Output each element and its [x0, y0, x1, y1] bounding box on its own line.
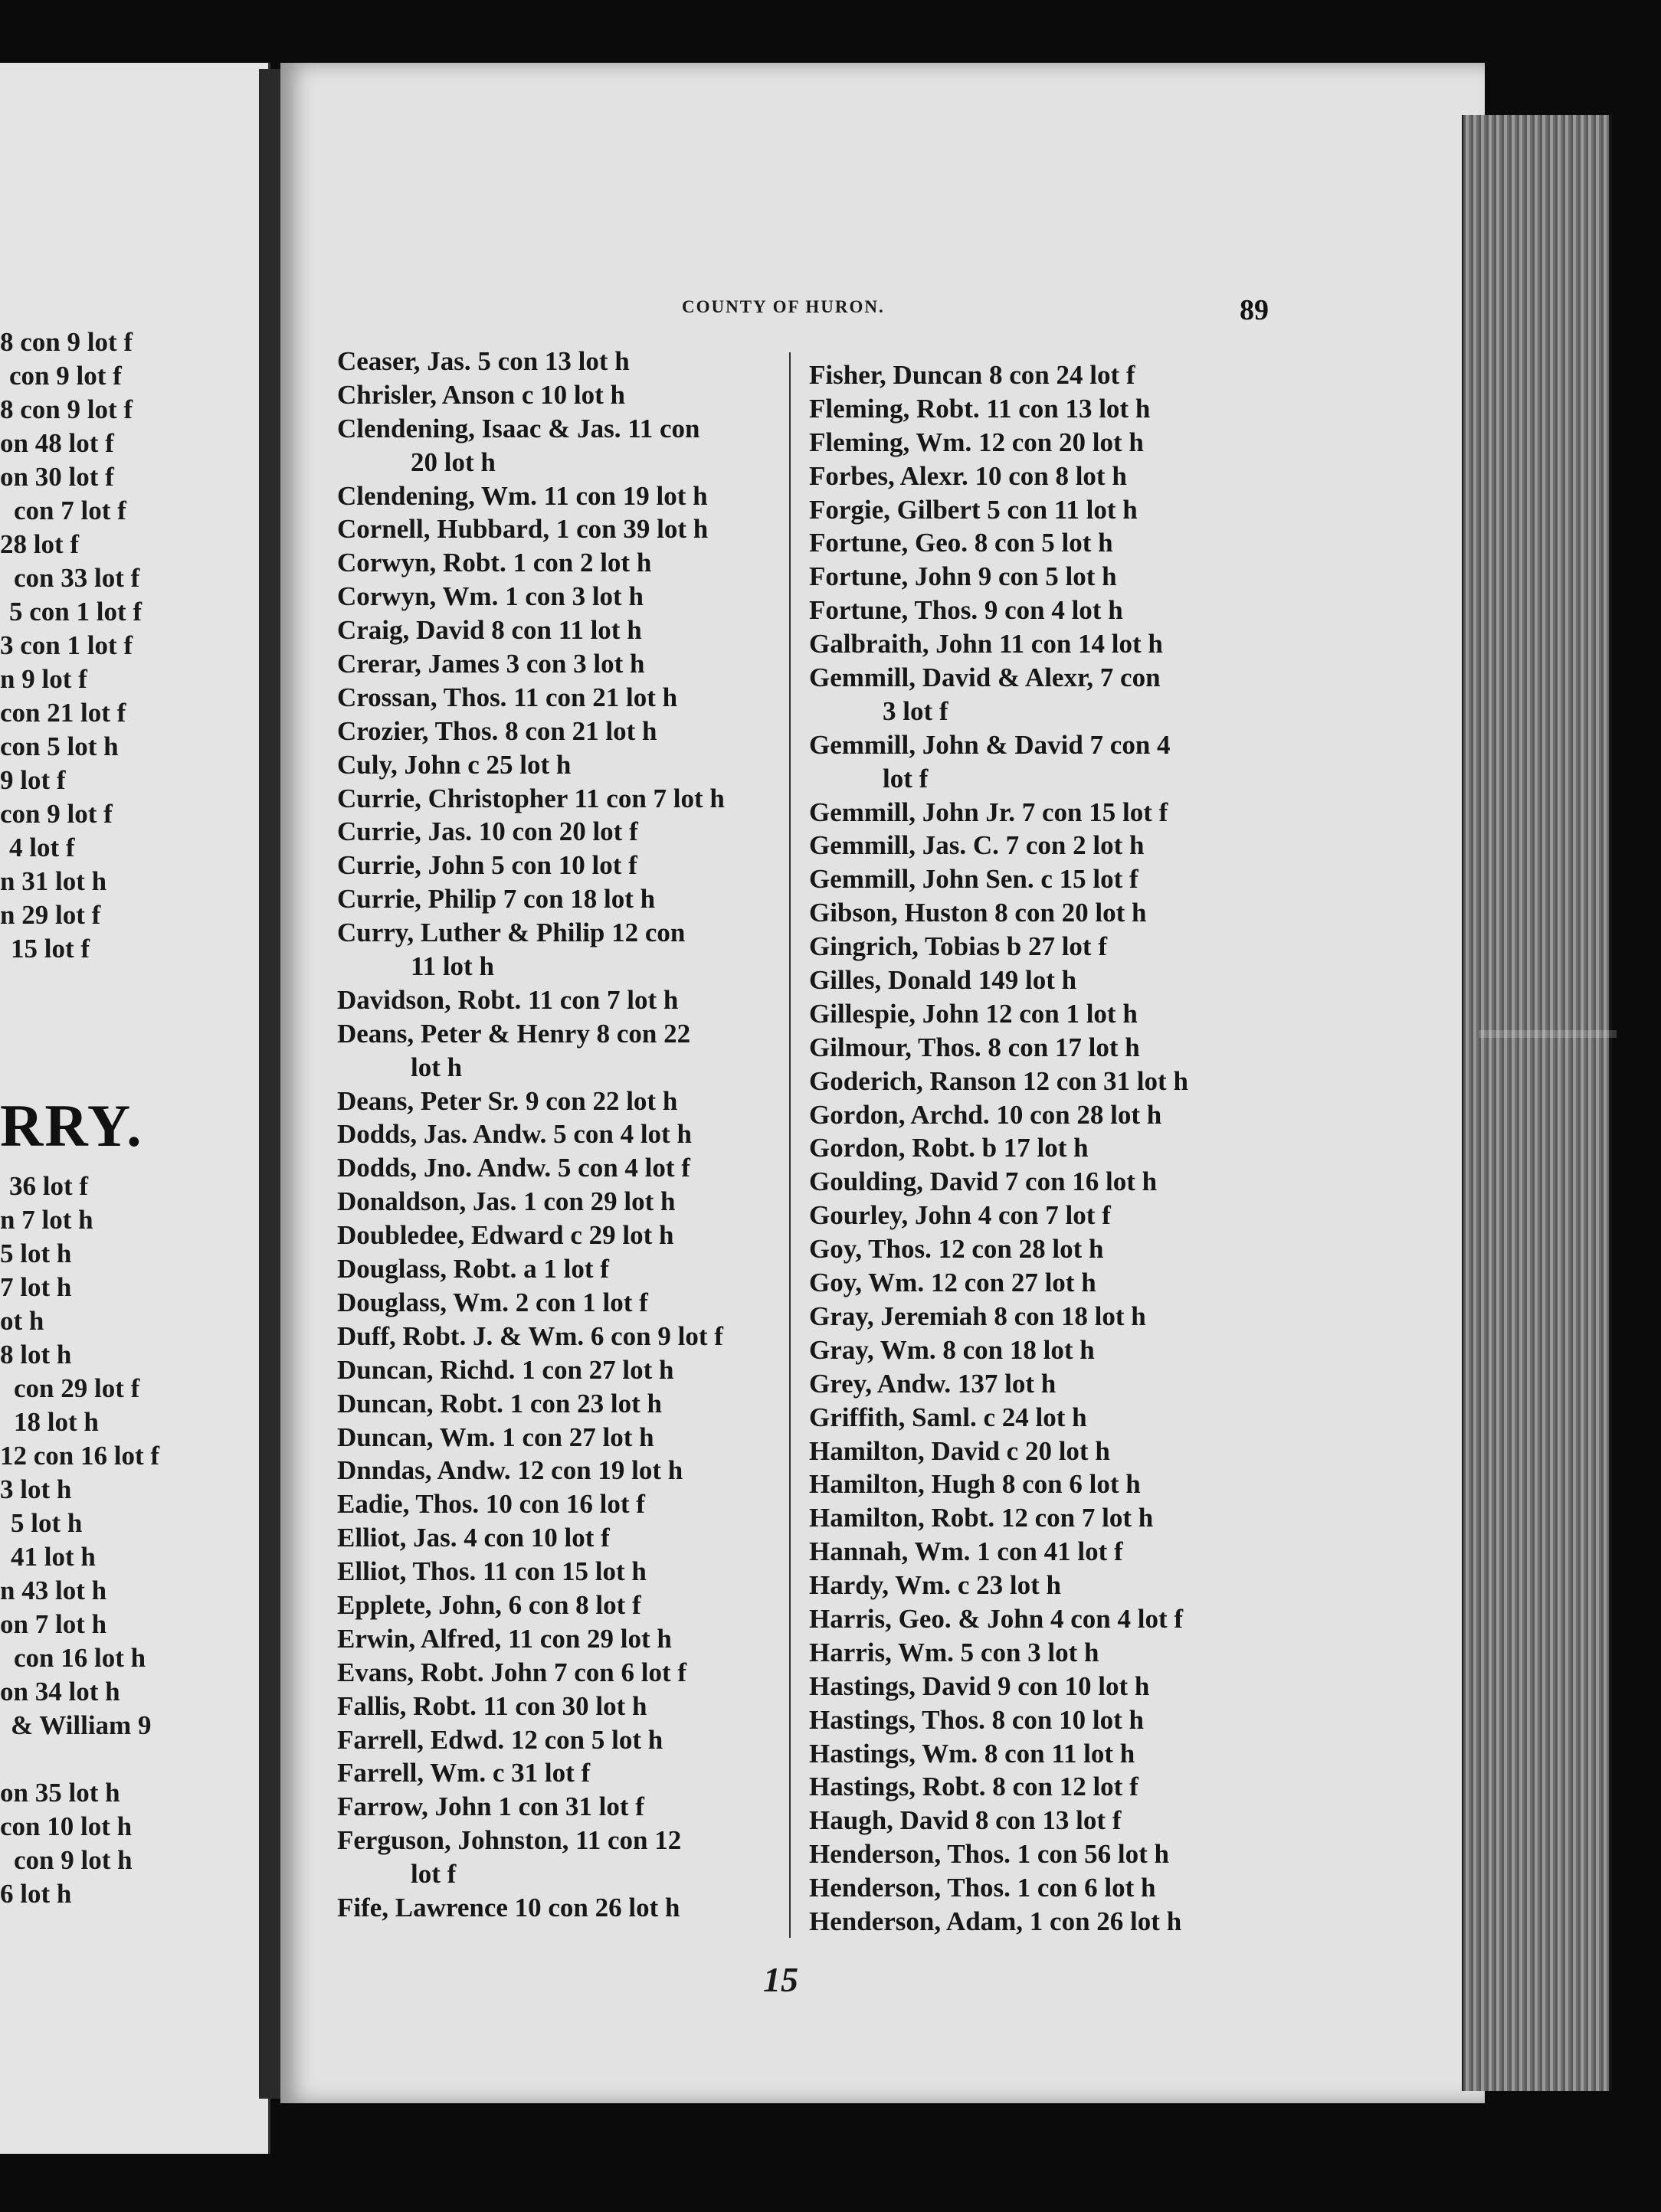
directory-entry: Clendening, Wm. 11 con 19 lot h	[337, 480, 708, 511]
directory-entry-continuation: 20 lot h	[411, 447, 496, 477]
directory-entry: Gilmour, Thos. 8 con 17 lot h	[809, 1032, 1140, 1062]
left-line: con 9 lot f	[9, 361, 122, 391]
left-page-section-heading: RRY.	[0, 1092, 143, 1159]
directory-entry: Duncan, Wm. 1 con 27 lot h	[337, 1422, 654, 1452]
directory-entry: Gemmill, John Sen. c 15 lot f	[809, 864, 1138, 895]
left-line: con 9 lot f	[0, 799, 113, 829]
directory-entry-continuation: lot h	[411, 1052, 463, 1082]
left-line: con 5 lot h	[0, 731, 119, 761]
directory-entry: Gray, Jeremiah 8 con 18 lot h	[809, 1301, 1146, 1331]
directory-entry: Crozier, Thos. 8 con 21 lot h	[337, 715, 657, 746]
directory-entry: Davidson, Robt. 11 con 7 lot h	[337, 984, 679, 1015]
directory-entry: Fortune, John 9 con 5 lot h	[809, 561, 1117, 592]
left-line: ot h	[0, 1306, 44, 1336]
left-line: on 30 lot f	[0, 462, 114, 492]
directory-entry-continuation: 11 lot h	[411, 951, 494, 982]
left-line: con 10 lot h	[0, 1811, 133, 1841]
directory-entry: Goderich, Ranson 12 con 31 lot h	[809, 1065, 1188, 1096]
directory-entry: Deans, Peter & Henry 8 con 22	[337, 1018, 691, 1049]
left-line: on 35 lot h	[0, 1778, 120, 1808]
directory-entry: Harris, Geo. & John 4 con 4 lot f	[809, 1603, 1184, 1634]
left-line: 8 lot h	[0, 1340, 72, 1369]
left-line: 36 lot f	[9, 1171, 89, 1201]
directory-entry: Corwyn, Robt. 1 con 2 lot h	[337, 548, 652, 578]
directory-entry: Fallis, Robt. 11 con 30 lot h	[337, 1690, 647, 1721]
directory-entry: Hardy, Wm. c 23 lot h	[809, 1570, 1061, 1601]
directory-entry: Crossan, Thos. 11 con 21 lot h	[337, 682, 678, 712]
directory-entry: Gemmill, Jas. C. 7 con 2 lot h	[809, 830, 1145, 861]
directory-entry: Duncan, Richd. 1 con 27 lot h	[337, 1354, 674, 1385]
left-line: 3 lot h	[0, 1474, 72, 1504]
directory-entry: Forgie, Gilbert 5 con 11 lot h	[809, 494, 1138, 525]
directory-entry: Douglass, Wm. 2 con 1 lot f	[337, 1287, 648, 1317]
page-title: COUNTY OF HURON.	[682, 297, 885, 316]
directory-entry: Henderson, Thos. 1 con 6 lot h	[809, 1873, 1156, 1903]
directory-entry: Erwin, Alfred, 11 con 29 lot h	[337, 1623, 672, 1654]
left-line: 5 lot h	[11, 1508, 83, 1538]
left-line: 3 con 1 lot f	[0, 630, 133, 660]
left-line: n 31 lot h	[0, 866, 107, 896]
left-line: on 48 lot f	[0, 428, 114, 458]
directory-entry: Galbraith, John 11 con 14 lot h	[809, 629, 1163, 659]
left-line: con 9 lot h	[14, 1845, 133, 1875]
left-line: 15 lot f	[11, 934, 90, 964]
directory-entry: Fortune, Geo. 8 con 5 lot h	[809, 528, 1113, 558]
page-edge-highlight	[1479, 1030, 1617, 1038]
left-line: on 34 lot h	[0, 1677, 120, 1706]
page-edges	[1462, 115, 1612, 2091]
directory-column-right	[809, 358, 1276, 1939]
left-line: 4 lot f	[9, 833, 75, 862]
directory-entry: Dnndas, Andw. 12 con 19 lot h	[337, 1455, 683, 1486]
directory-entry: Hamilton, Robt. 12 con 7 lot h	[809, 1503, 1154, 1533]
directory-entry: Douglass, Robt. a 1 lot f	[337, 1254, 609, 1284]
directory-entry: Ceaser, Jas. 5 con 13 lot h	[337, 346, 630, 376]
directory-entry: Currie, Jas. 10 con 20 lot f	[337, 816, 638, 847]
left-line: 5 con 1 lot f	[9, 597, 143, 627]
directory-entry: Fife, Lawrence 10 con 26 lot h	[337, 1892, 680, 1922]
directory-entry: Gillespie, John 12 con 1 lot h	[809, 998, 1138, 1029]
directory-entry: Farrell, Edwd. 12 con 5 lot h	[337, 1724, 663, 1755]
directory-entry: Corwyn, Wm. 1 con 3 lot h	[337, 581, 644, 612]
left-line: n 7 lot h	[0, 1205, 93, 1235]
left-line: n 9 lot f	[0, 664, 87, 694]
directory-entry: Haugh, David 8 con 13 lot f	[809, 1805, 1122, 1836]
directory-entry: Duff, Robt. J. & Wm. 6 con 9 lot f	[337, 1320, 723, 1351]
directory-entry: Hastings, Robt. 8 con 12 lot f	[809, 1772, 1138, 1802]
directory-entry-continuation: 3 lot f	[883, 695, 948, 726]
directory-entry: Henderson, Adam, 1 con 26 lot h	[809, 1906, 1182, 1936]
directory-entry: Gray, Wm. 8 con 18 lot h	[809, 1334, 1095, 1365]
directory-entry: Culy, John c 25 lot h	[337, 749, 572, 780]
directory-entry: Hannah, Wm. 1 con 41 lot f	[809, 1536, 1123, 1567]
directory-entry: Gordon, Robt. b 17 lot h	[809, 1133, 1089, 1163]
directory-entry: Hastings, Wm. 8 con 11 lot h	[809, 1738, 1135, 1769]
left-line: 8 con 9 lot f	[0, 394, 133, 424]
directory-entry: Forbes, Alexr. 10 con 8 lot h	[809, 460, 1127, 491]
left-line: con 21 lot f	[0, 698, 126, 728]
directory-entry: Dodds, Jno. Andw. 5 con 4 lot f	[337, 1153, 690, 1183]
directory-entry: Hastings, David 9 con 10 lot h	[809, 1670, 1150, 1701]
directory-entry: Gordon, Archd. 10 con 28 lot h	[809, 1099, 1162, 1130]
directory-entry: Evans, Robt. John 7 con 6 lot f	[337, 1657, 687, 1687]
directory-entry: Crerar, James 3 con 3 lot h	[337, 649, 645, 679]
signature-mark: 15	[763, 1960, 798, 1999]
directory-entry: Gemmill, John & David 7 con 4	[809, 729, 1171, 760]
directory-entry: Currie, John 5 con 10 lot f	[337, 850, 637, 881]
directory-entry: Gemmill, John Jr. 7 con 15 lot f	[809, 797, 1168, 827]
directory-entry: Fleming, Wm. 12 con 20 lot h	[809, 427, 1144, 457]
directory-entry: Grey, Andw. 137 lot h	[809, 1368, 1057, 1399]
directory-entry: Dodds, Jas. Andw. 5 con 4 lot h	[337, 1119, 692, 1150]
directory-entry: Goy, Thos. 12 con 28 lot h	[809, 1234, 1104, 1265]
directory-entry: Donaldson, Jas. 1 con 29 lot h	[337, 1186, 676, 1217]
directory-entry: Epplete, John, 6 con 8 lot f	[337, 1589, 641, 1620]
directory-entry: Currie, Philip 7 con 18 lot h	[337, 884, 656, 915]
left-line: 12 con 16 lot f	[0, 1441, 160, 1471]
directory-entry: Gilles, Donald 149 lot h	[809, 965, 1077, 996]
directory-entry: Doubledee, Edward c 29 lot h	[337, 1220, 674, 1251]
directory-entry: Elliot, Thos. 11 con 15 lot h	[337, 1556, 647, 1587]
left-line: & William 9	[11, 1710, 152, 1740]
directory-entry: Ferguson, Johnston, 11 con 12	[337, 1825, 682, 1856]
left-line: 8 con 9 lot f	[0, 327, 133, 357]
directory-entry: Goulding, David 7 con 16 lot h	[809, 1167, 1158, 1197]
directory-entry-continuation: lot f	[883, 763, 929, 794]
directory-entry: Eadie, Thos. 10 con 16 lot f	[337, 1489, 645, 1520]
left-line: 28 lot f	[0, 529, 80, 559]
directory-entry: Chrisler, Anson c 10 lot h	[337, 379, 625, 410]
directory-entry: Henderson, Thos. 1 con 56 lot h	[809, 1839, 1169, 1870]
left-line: 6 lot h	[0, 1879, 72, 1909]
directory-entry: Cornell, Hubbard, 1 con 39 lot h	[337, 514, 709, 545]
directory-entry: Elliot, Jas. 4 con 10 lot f	[337, 1523, 610, 1553]
left-line: n 43 lot h	[0, 1576, 107, 1605]
directory-entry: Hamilton, David c 20 lot h	[809, 1435, 1110, 1466]
directory-entry: Currie, Christopher 11 con 7 lot h	[337, 783, 725, 813]
left-line: on 7 lot h	[0, 1609, 107, 1639]
directory-entry: Farrell, Wm. c 31 lot f	[337, 1758, 591, 1788]
left-line: con 16 lot h	[14, 1643, 146, 1673]
directory-entry: Gourley, John 4 con 7 lot f	[809, 1200, 1111, 1231]
left-line: con 7 lot f	[14, 496, 126, 525]
left-line: con 29 lot f	[14, 1373, 140, 1403]
directory-entry: Deans, Peter Sr. 9 con 22 lot h	[337, 1085, 678, 1116]
directory-entry: Gibson, Huston 8 con 20 lot h	[809, 898, 1147, 928]
directory-entry: Gingrich, Tobias b 27 lot f	[809, 931, 1107, 962]
left-line: 7 lot h	[0, 1272, 72, 1302]
directory-entry: Hastings, Thos. 8 con 10 lot h	[809, 1704, 1144, 1735]
left-line: 5 lot h	[0, 1239, 72, 1268]
directory-entry: Clendening, Isaac & Jas. 11 con	[337, 413, 700, 443]
left-line: 18 lot h	[14, 1407, 99, 1437]
directory-entry: Hamilton, Hugh 8 con 6 lot h	[809, 1469, 1141, 1500]
directory-entry: Fortune, Thos. 9 con 4 lot h	[809, 595, 1123, 626]
directory-entry: Farrow, John 1 con 31 lot f	[337, 1792, 644, 1822]
directory-entry: Fisher, Duncan 8 con 24 lot f	[809, 360, 1135, 390]
directory-entry: Harris, Wm. 5 con 3 lot h	[809, 1637, 1099, 1667]
directory-entry: Gemmill, David & Alexr, 7 con	[809, 663, 1161, 693]
directory-entry: Craig, David 8 con 11 lot h	[337, 615, 642, 646]
directory-entry: Griffith, Saml. c 24 lot h	[809, 1402, 1087, 1432]
directory-entry: Curry, Luther & Philip 12 con	[337, 918, 686, 948]
left-line: 41 lot h	[11, 1542, 96, 1572]
page-number: 89	[1240, 294, 1269, 326]
directory-entry: Duncan, Robt. 1 con 23 lot h	[337, 1388, 662, 1418]
directory-column-left	[337, 345, 812, 1925]
directory-entry: Fleming, Robt. 11 con 13 lot h	[809, 393, 1151, 424]
left-line: 9 lot f	[0, 765, 66, 795]
left-line: con 33 lot f	[14, 563, 140, 593]
directory-entry-continuation: lot f	[411, 1859, 457, 1890]
left-line: n 29 lot f	[0, 900, 101, 930]
directory-entry: Goy, Wm. 12 con 27 lot h	[809, 1268, 1096, 1298]
